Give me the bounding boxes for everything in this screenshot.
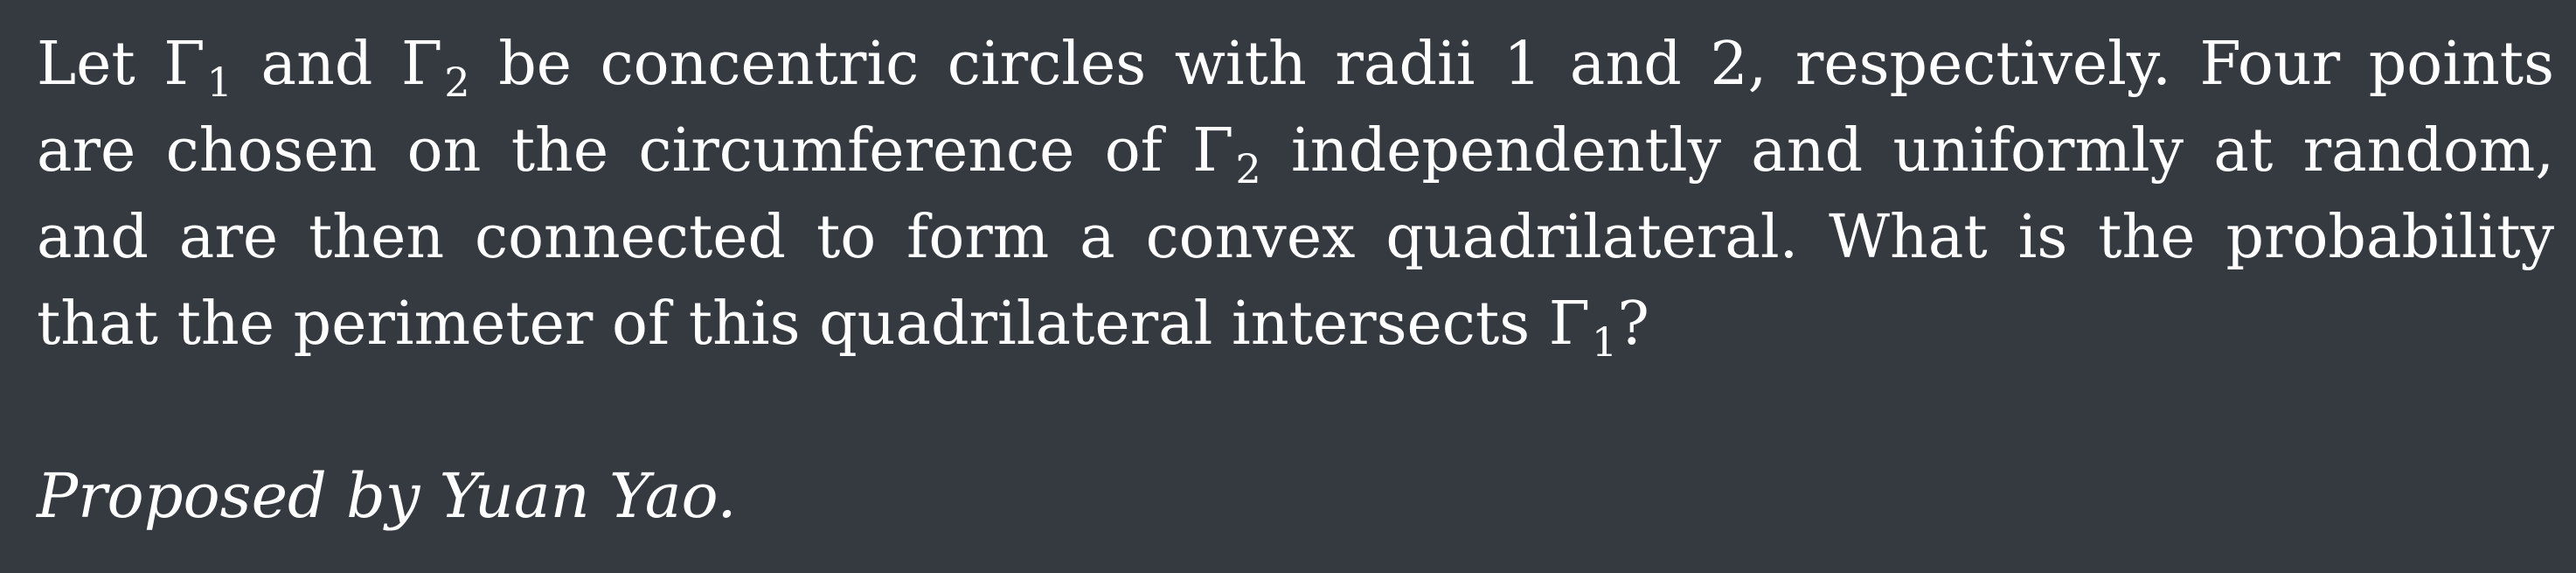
text-run: and Γ bbox=[232, 30, 443, 99]
text-run: ? bbox=[1617, 290, 1649, 359]
problem-line-3 bbox=[37, 194, 2554, 281]
subscript: 2 bbox=[444, 58, 470, 106]
problem-line-1 bbox=[37, 21, 2554, 108]
text-run: that the perimeter of this quadrilateral intersects Γ bbox=[37, 290, 1590, 359]
subscript: 2 bbox=[1235, 144, 1261, 192]
text-run: and are then connected to form a convex quadrilateral. What is the probability bbox=[37, 203, 2554, 272]
text-run: independently and uniformly at random, bbox=[1260, 116, 2554, 185]
text-run: are chosen on the circumference of Γ bbox=[37, 116, 1234, 185]
problem-line-4 bbox=[37, 281, 2554, 367]
subscript: 1 bbox=[206, 58, 233, 106]
text-run: Let Γ bbox=[37, 30, 205, 99]
problem-statement bbox=[37, 21, 2554, 367]
text-run: be concentric circles with radii 1 and 2, respectively. Four points bbox=[469, 30, 2555, 99]
subscript: 1 bbox=[1591, 318, 1618, 366]
problem-line-2 bbox=[37, 108, 2554, 194]
author-credit: Proposed by Yuan Yao. bbox=[37, 460, 737, 532]
